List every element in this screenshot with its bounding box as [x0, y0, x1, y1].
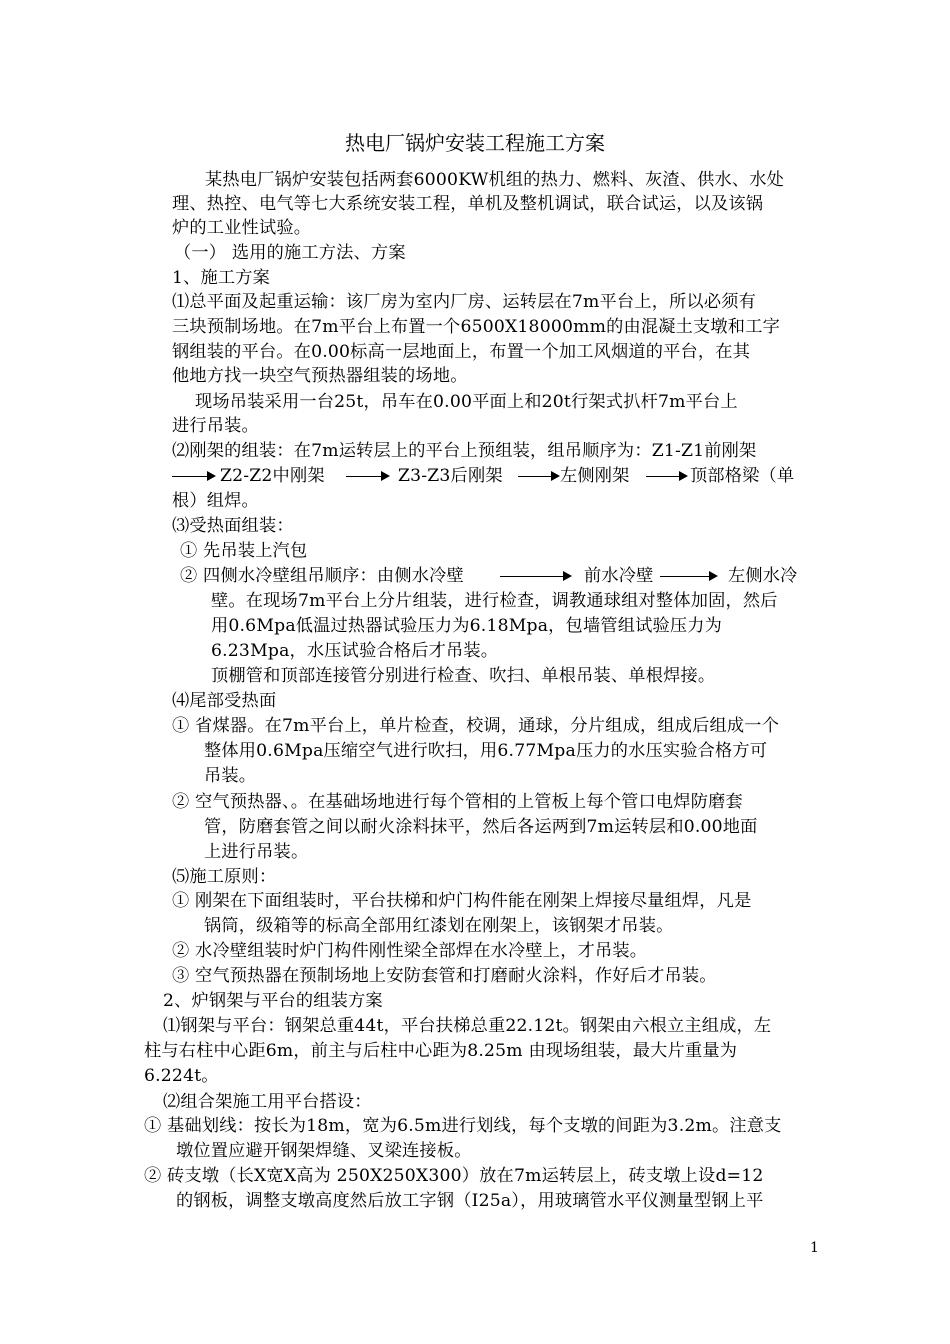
paragraph-line: 现场吊装采用一台25t，吊车在0.00平面上和20t行架式扒杆7m平台上 [195, 392, 738, 412]
list-item-line: 用0.6Mpa低温过热器试验压力为6.18Mpa，包墙管组试验压力为 [211, 616, 723, 636]
subsection-heading: 2、炉钢架与平台的组装方案 [163, 991, 383, 1011]
paragraph-line: 三块预制场地。在7m平台上布置一个6500X18000mm的由混凝土支墩和工字 [172, 317, 780, 337]
subsection-heading: 1、施工方案 [172, 268, 271, 288]
paragraph-line: ⑴钢架与平台：钢架总重44t，平台扶梯总重22.12t。钢架由六根立主组成，左 [163, 1016, 772, 1036]
list-item: ② 空气预热器、。在基础场地进行每个管相的上管板上每个管口电焊防磨套 [172, 792, 743, 812]
list-item: ① 基础划线：按长为18m，宽为6.5m进行划线，每个支墩的间距为3.2m。注意支 [144, 1116, 782, 1136]
paragraph-line: 柱与右柱中心距6m，前主与后柱中心距为8.25m 由现场组装，最大片重量为 [144, 1041, 738, 1061]
paragraph-line: 顶棚管和顶部连接管分别进行检查、吹扫、单根吊装、单根焊接。 [211, 666, 716, 686]
list-item-line: 上进行吊装。 [204, 842, 309, 862]
list-item: ① 省煤器。在7m平台上，单片检查，校调，通球，分片组成，组成后组成一个 [172, 716, 780, 736]
flow-arrow-icon [518, 476, 558, 477]
paragraph-line: 6.224t。 [144, 1066, 219, 1086]
list-item-line: 壁。在现场7m平台上分片组装，进行检查，调教通球组对整体加固，然后 [211, 591, 778, 611]
section-heading: （一） 选用的施工方法、方案 [174, 243, 406, 263]
flow-step: 左侧水冷 [728, 566, 798, 586]
intro-line: 理、热控、电气等七大系统安装工程，单机及整机调试，联合试运，以及该锅 [172, 194, 764, 214]
paragraph-heading: ⑷尾部受热面 [172, 691, 277, 711]
flow-arrow-icon [646, 476, 686, 477]
intro-line: 炉的工业性试验。 [172, 218, 312, 238]
page-title: 热电厂锅炉安装工程施工方案 [345, 131, 605, 155]
list-item: ① 先吊装上汽包 [180, 541, 308, 561]
flow-step: Z2-Z2中刚架 [220, 466, 325, 486]
list-item: ② 四侧水冷壁组吊顺序：由侧水冷壁 [180, 566, 464, 586]
paragraph-heading: ⑸施工原则： [172, 867, 277, 887]
flow-arrow-icon [660, 576, 716, 577]
paragraph-line: 进行吊装。 [172, 416, 259, 436]
paragraph-line: 钢组装的平台。在0.00标高一层地面上，布置一个加工风烟道的平台，在其 [172, 342, 751, 362]
list-item-line: 整体用0.6Mpa压缩空气进行吹扫，用6.77Mpa压力的水压实验合格方可 [204, 741, 768, 761]
list-item-line: 管，防磨套管之间以耐火涂料抹平，然后各运两到7m运转层和0.00地面 [204, 817, 758, 837]
paragraph-line: 根）组焊。 [172, 491, 259, 511]
flow-step: 左侧刚架 [560, 466, 630, 486]
paragraph-heading: ⑶受热面组装： [172, 516, 294, 536]
paragraph-line: ⑴总平面及起重运输：该厂房为室内厂房、运转层在7m平台上，所以必须有 [172, 292, 757, 312]
list-item: ② 水冷壁组装时炉门构件刚性梁全部焊在水冷壁上，才吊装。 [172, 941, 648, 961]
list-item: ③ 空气预热器在预制场地上安防套管和打磨耐火涂料，作好后才吊装。 [172, 966, 717, 986]
paragraph-line: ⑵刚架的组装：在7m运转层上的平台上预组装，组吊顺序为：Z1-Z1前刚架 [172, 441, 757, 461]
list-item-line: 吊装。 [204, 766, 257, 786]
flow-arrow-icon [500, 576, 570, 577]
flow-step: 前水冷壁 [584, 566, 654, 586]
paragraph-line: 他地方找一块空气预热器组装的场地。 [172, 366, 468, 386]
list-item-line: 锅筒，级箱等的标高全部用红漆划在刚架上，该钢架才吊装。 [204, 916, 674, 936]
list-item-line: 6.23Mpa，水压试验合格后才吊装。 [211, 641, 499, 661]
flow-arrow-icon [346, 476, 388, 477]
list-item: ① 刚架在下面组装时，平台扶梯和炉门构件能在刚架上焊接尽量组焊，凡是 [172, 891, 752, 911]
page-number: 1 [810, 1240, 819, 1256]
list-item-line: 墩位置应避开钢架焊缝、叉梁连接板。 [176, 1141, 472, 1161]
intro-line: 某热电厂锅炉安装包括两套6000KW机组的热力、燃料、灰渣、供水、水处 [205, 170, 785, 190]
list-item-line: 的钢板，调整支墩高度然后放工字钢（I25a），用玻璃管水平仪测量型钢上平 [176, 1191, 764, 1211]
flow-arrow-icon [172, 476, 214, 477]
flow-step: Z3-Z3后刚架 [398, 466, 503, 486]
list-item: ② 砖支墩（长X宽X高为 250X250X300）放在7m运转层上，砖支墩上设d=12 [144, 1166, 764, 1186]
flow-step: 顶部格梁（单 [690, 466, 795, 486]
paragraph-heading: ⑵组合架施工用平台搭设： [163, 1092, 372, 1112]
